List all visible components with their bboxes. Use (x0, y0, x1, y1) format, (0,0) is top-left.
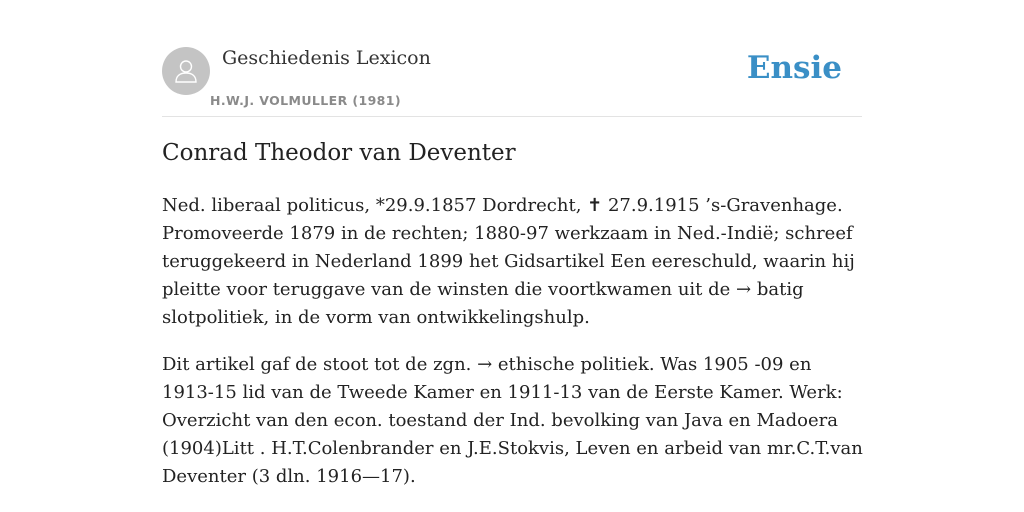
article-body (162, 192, 866, 510)
ensie-logo[interactable]: Ensie (746, 50, 842, 86)
paragraph-2: Dit artikel gaf de stoot tot de zgn. → ethische politiek. Was 1905 -09 en 1913-15 lid van de Tweede Kamer en 1911-13 van de Eerste Kamer. Werk: Overzicht van den econ. toestand der Ind. bevolking van Java en Madoera (1904)Litt . H.T.Colenbrander en J.E.Stokvis, Leven en arbeid van mr.C.T.van Deventer (3 dln. 1916—17). (162, 354, 863, 487)
article-header (162, 44, 862, 117)
paragraph-1: Ned. liberaal politicus, *29.9.1857 Dordrecht, ✝ 27.9.1915 ’s-Gravenhage. Promoveerde 1879 in de rechten; 1880-97 werkzaam in Ned.-Indië; schreef teruggekeerd in Nederland 1899 het Gidsartikel Een eereschuld, waarin hij pleitte voor teruggave van de winsten die voortkwamen uit de → batig slotpolitiek, in de vorm van ontwikkelingshulp. (162, 195, 855, 328)
page-title: Conrad Theodor van Deventer (162, 140, 516, 166)
avatar[interactable] (162, 47, 210, 95)
user-icon (171, 56, 201, 86)
author-name[interactable]: H.W.J. VOLMULLER (1981) (210, 93, 401, 108)
lexicon-name[interactable]: Geschiedenis Lexicon (222, 47, 431, 69)
